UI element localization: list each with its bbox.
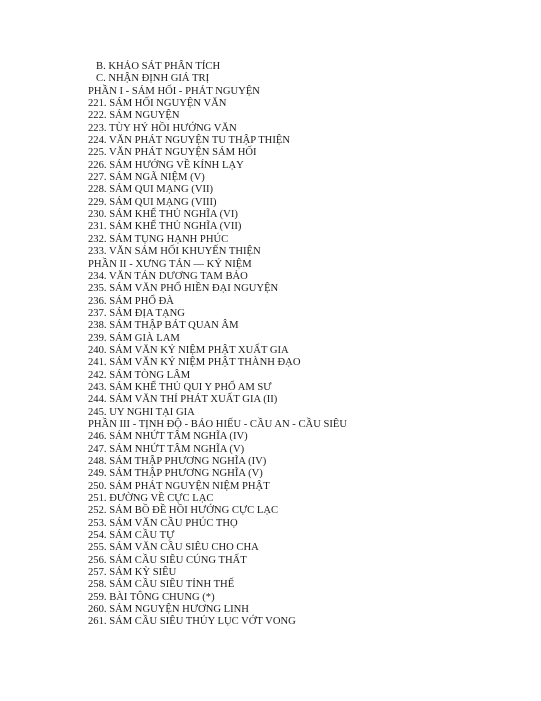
toc-entry: 248. SÁM THẬP PHƯƠNG NGHĨA (IV) <box>88 456 267 467</box>
toc-entry: 229. SÁM QUI MẠNG (VIII) <box>88 196 217 208</box>
toc-subsection-line: B. KHẢO SÁT PHÂN TÍCH <box>96 61 221 72</box>
toc-entry: 228. SÁM QUI MẠNG (VII) <box>88 184 214 196</box>
toc-entry: 224. VĂN PHÁT NGUYỆN TU THẬP THIỆN <box>88 135 290 147</box>
toc-section-heading: PHẦN III - TỊNH ĐỘ - BÁO HIẾU - CẦU AN - CẦU SIÊU <box>88 418 348 430</box>
toc-entry: 260. SÁM NGUYỆN HƯƠNG LINH <box>88 604 249 616</box>
toc-entry: 222. SÁM NGUYỆN <box>88 110 180 122</box>
toc-entry: 244. SÁM VĂN THỈ PHÁT XUẤT GIA (II) <box>88 394 278 406</box>
toc-entry: 242. SÁM TÒNG LÂM <box>88 369 191 381</box>
toc-entry: 243. SÁM KHỂ THỦ QUI Y PHỔ AM SƯ <box>88 381 272 393</box>
toc-entry: 240. SÁM VĂN KỶ NIỆM PHẬT XUẤT GIA <box>88 344 289 356</box>
toc-entry: 246. SÁM NHỨT TÂM NGHĨA (IV) <box>88 431 248 443</box>
toc-entry: 239. SÁM GIÀ LAM <box>88 332 180 344</box>
toc-entry: 235. SÁM VĂN PHỔ HIỀN ĐẠI NGUYỆN <box>88 283 279 295</box>
toc-entry: 249. SÁM THẬP PHƯƠNG NGHĨA (V) <box>88 468 263 480</box>
toc-entry: 261. SÁM CẦU SIÊU THỦY LỤC VỚT VONG <box>88 616 296 628</box>
toc-entry: 237. SÁM ĐỊA TẠNG <box>88 307 185 319</box>
toc-entry: 225. VĂN PHÁT NGUYỆN SÁM HỐI <box>88 147 257 159</box>
toc-entry: 226. SÁM HƯỚNG VỀ KÍNH LẠY <box>88 159 244 171</box>
toc-entry: 221. SÁM HỐI NGUYỆN VĂN <box>88 98 227 110</box>
toc-entry: 257. SÁM KỲ SIÊU <box>88 567 177 579</box>
toc-entry: 252. SÁM BỒ ĐỀ HỒI HƯỚNG CỰC LẠC <box>88 505 279 517</box>
toc-entry: 259. BÀI TÔNG CHUNG (*) <box>88 591 215 603</box>
toc-entry: 230. SÁM KHỂ THỦ NGHĨA (VI) <box>88 209 238 221</box>
toc-entry: 245. UY NGHI TẠI GIA <box>88 406 195 418</box>
toc-section-heading: PHẦN II - XƯNG TÁN — KỶ NIỆM <box>88 258 252 270</box>
toc-entry: 236. SÁM PHỔ ĐÀ <box>88 295 174 307</box>
toc-entry: 254. SÁM CẦU TỰ <box>88 530 175 542</box>
toc-entry: 234. VĂN TÁN DƯƠNG TAM BẢO <box>88 270 248 282</box>
toc-subsection-line: C. NHẬN ĐỊNH GIÁ TRỊ <box>96 73 210 85</box>
toc-entry: 253. SÁM VĂN CẦU PHÚC THỌ <box>88 517 238 529</box>
toc-entry: 223. TÙY HỶ HỒI HƯỚNG VĂN <box>88 122 237 134</box>
toc-entry: 258. SÁM CẦU SIÊU TỈNH THẾ <box>88 579 235 591</box>
toc-entry: 231. SÁM KHỂ THỦ NGHĨA (VII) <box>88 221 242 233</box>
toc-entry: 232. SÁM TỤNG HẠNH PHÚC <box>88 233 229 245</box>
table-of-contents <box>88 61 347 629</box>
toc-entry: 241. SÁM VĂN KỶ NIỆM PHẬT THÀNH ĐẠO <box>88 357 301 369</box>
toc-section-heading: PHẦN I - SÁM HỐI - PHÁT NGUYỆN <box>88 85 260 97</box>
toc-entry: 238. SÁM THẬP BÁT QUAN ÂM <box>88 320 239 332</box>
toc-entry: 251. ĐƯỜNG VỀ CỰC LẠC <box>88 493 214 505</box>
toc-entry: 250. SÁM PHÁT NGUYỆN NIỆM PHẬT <box>88 480 270 492</box>
toc-entry: 255. SÁM VĂN CẦU SIÊU CHO CHA <box>88 542 259 554</box>
toc-entry: 256. SÁM CẦU SIÊU CÚNG THẤT <box>88 554 247 566</box>
toc-entry: 227. SÁM NGÃ NIỆM (V) <box>88 172 205 184</box>
toc-entry: 233. VĂN SÁM HỐI KHUYẾN THIỆN <box>88 246 261 258</box>
toc-entry: 247. SÁM NHỨT TÂM NGHĨA (V) <box>88 443 245 455</box>
